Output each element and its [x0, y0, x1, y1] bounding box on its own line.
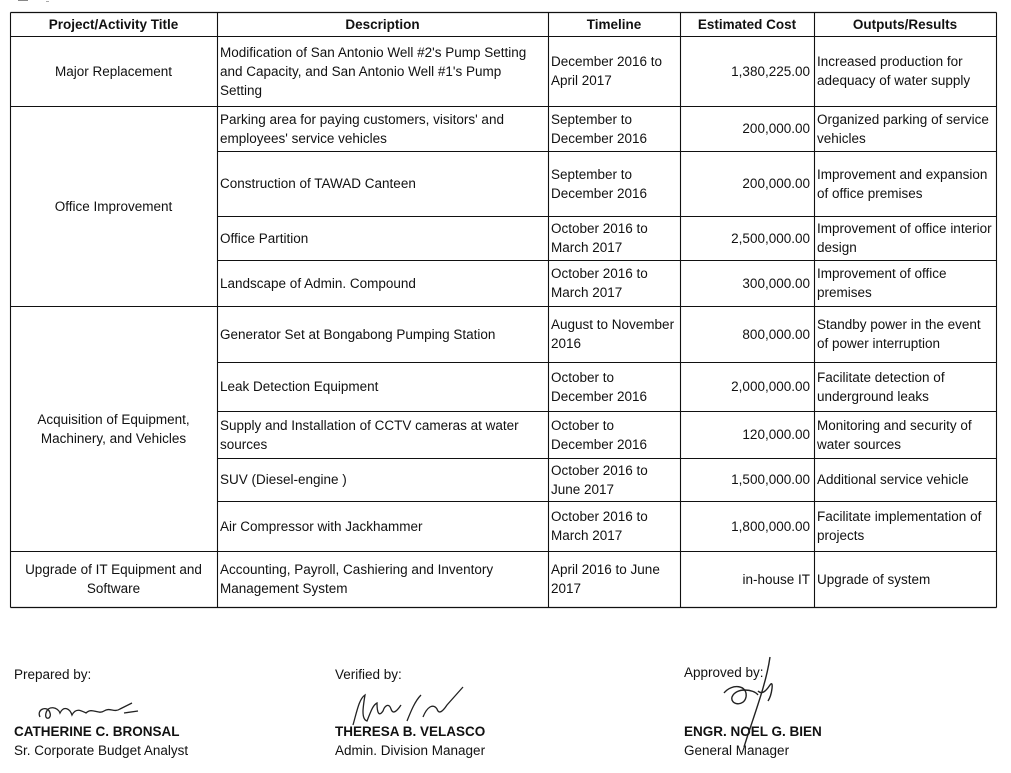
- row-output: Organized parking of service vehicles: [817, 111, 989, 146]
- row-description: SUV (Diesel-engine ): [220, 472, 347, 487]
- row-description: Leak Detection Equipment: [220, 379, 379, 394]
- signature-bien: [710, 655, 810, 755]
- row-estimated-cost: 2,500,000.00: [731, 230, 810, 246]
- prepared-by-block: [14, 665, 188, 760]
- row-estimated-cost: 1,500,000.00: [731, 472, 810, 487]
- preparer-position: Sr. Corporate Budget Analyst: [14, 743, 189, 758]
- header-project-title: Project/Activity Title: [48, 16, 179, 32]
- row-output: Additional service vehicle: [817, 472, 969, 487]
- row-timeline: October to December 2016: [551, 417, 648, 452]
- row-estimated-cost: 1,380,225.00: [731, 63, 810, 79]
- verified-by-block: [335, 665, 485, 760]
- signature-bronsal: [34, 695, 144, 725]
- group-title: Office Improvement: [54, 198, 173, 214]
- row-output: Improvement and expansion of office premises: [817, 166, 988, 201]
- row-timeline: October 2016 to March 2017: [551, 509, 648, 543]
- row-timeline: April 2016 to June 2017: [551, 562, 660, 596]
- row-output: Increased production for adequacy of water supply: [817, 54, 971, 88]
- preparer-name: CATHERINE C. BRONSAL: [14, 724, 180, 739]
- header-timeline: Timeline: [586, 16, 642, 32]
- verifier-name: THERESA B. VELASCO: [335, 724, 486, 739]
- header-outputs-results: Outputs/Results: [852, 16, 958, 32]
- row-estimated-cost: 200,000.00: [742, 121, 810, 136]
- verified-by-label: Verified by:: [335, 667, 402, 682]
- header-estimated-cost: Estimated Cost: [697, 16, 797, 32]
- row-output: Monitoring and security of water sources: [817, 417, 972, 452]
- row-description: Construction of TAWAD Canteen: [220, 176, 416, 191]
- row-description: Office Partition: [220, 230, 309, 246]
- approver-position: General Manager: [684, 743, 790, 758]
- row-timeline: October 2016 to June 2017: [551, 462, 648, 497]
- row-description: Generator Set at Bongabong Pumping Station: [220, 326, 496, 342]
- scan-mark: [18, 0, 28, 1]
- row-timeline: August to November 2016: [551, 317, 675, 351]
- row-timeline: September to December 2016: [551, 166, 648, 201]
- row-description: Supply and Installation of CCTV cameras at water sources: [220, 417, 519, 452]
- row-estimated-cost: 800,000.00: [742, 326, 810, 342]
- approved-by-label: Approved by:: [684, 665, 764, 680]
- row-estimated-cost: 1,800,000.00: [731, 518, 810, 534]
- row-estimated-cost: 2,000,000.00: [731, 379, 810, 394]
- group-title: Upgrade of IT Equipment and Software: [25, 562, 202, 596]
- row-estimated-cost: 120,000.00: [742, 427, 810, 442]
- prepared-by-label: Prepared by:: [14, 667, 92, 682]
- row-output: Facilitate implementation of projects: [817, 509, 982, 543]
- row-estimated-cost: in-house IT: [742, 571, 810, 587]
- row-output: Standby power in the event of power interruption: [817, 317, 981, 351]
- row-output: Facilitate detection of underground leaks: [817, 369, 945, 404]
- approver-name: ENGR. NOEL G. BIEN: [684, 724, 822, 739]
- scan-mark: [46, 1, 49, 2]
- row-description: Landscape of Admin. Compound: [220, 275, 416, 291]
- verifier-position: Admin. Division Manager: [335, 743, 486, 758]
- row-timeline: October 2016 to March 2017: [551, 266, 648, 300]
- approved-by-block: [684, 663, 822, 760]
- group-title: Major Replacement: [54, 63, 173, 79]
- header-description: Description: [345, 16, 420, 32]
- row-description: Parking area for paying customers, visitors' and employees' service vehicles: [220, 111, 504, 146]
- row-output: Improvement of office interior design: [817, 221, 992, 255]
- signature-velasco: [343, 681, 473, 729]
- row-timeline: October to December 2016: [551, 369, 648, 404]
- row-timeline: September to December 2016: [551, 111, 648, 146]
- row-description: Air Compressor with Jackhammer: [220, 518, 423, 534]
- row-estimated-cost: 200,000.00: [742, 176, 810, 191]
- row-output: Improvement of office premises: [817, 266, 947, 300]
- row-timeline: December 2016 to April 2017: [551, 54, 663, 88]
- row-description: Accounting, Payroll, Cashiering and Inventory Management System: [220, 562, 494, 596]
- row-estimated-cost: 300,000.00: [742, 275, 810, 291]
- row-description: Modification of San Antonio Well #2's Pump Setting and Capacity, and San Antonio Well #1's Pump Setting: [220, 44, 527, 98]
- project-table: [10, 12, 996, 607]
- row-timeline: October 2016 to March 2017: [551, 221, 648, 255]
- row-output: Upgrade of system: [817, 571, 931, 587]
- group-title: Acquisition of Equipment, Machinery, and Vehicles: [37, 411, 190, 446]
